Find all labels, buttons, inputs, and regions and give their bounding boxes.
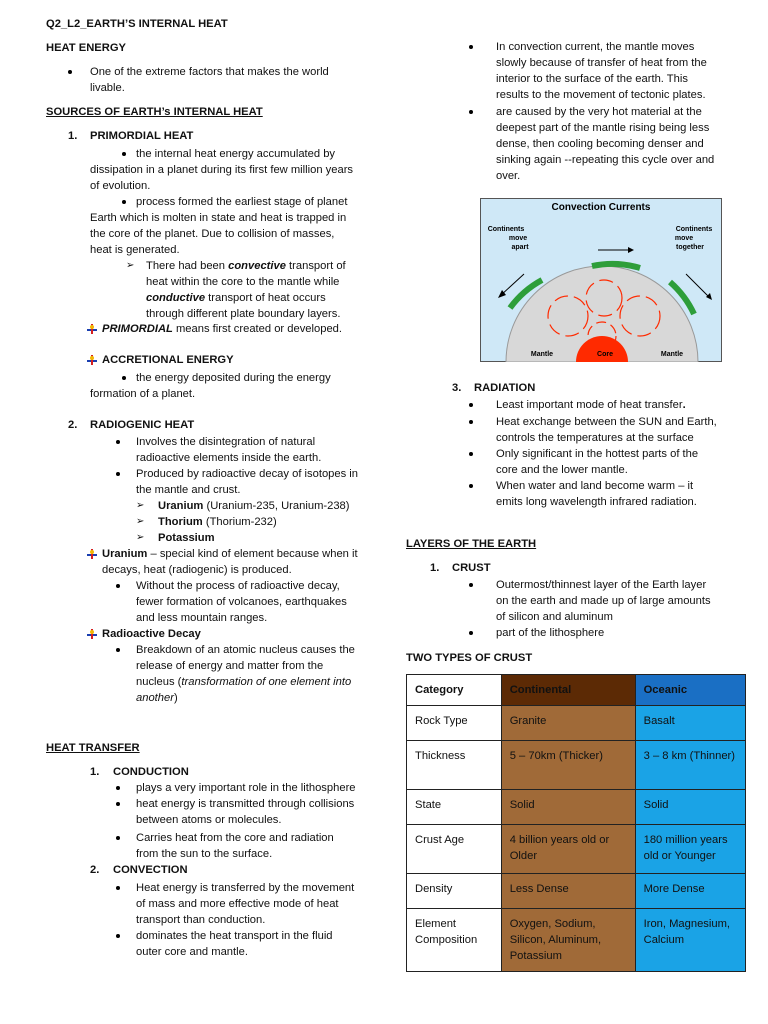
primordial-text: the core of the planet. Due to collision of masses, — [90, 228, 335, 240]
convection-text: dominates the heat transport in the fluid — [136, 930, 333, 942]
radiogenic-text: Produced by radioactive decay of isotopes in — [136, 468, 359, 480]
radiogenic-text: fewer formation of volcanoes, earthquakes — [136, 596, 347, 608]
table-cell: Granite — [501, 706, 635, 741]
table-cell: 5 – 70km (Thicker) — [501, 741, 635, 790]
bullet-dot — [116, 786, 120, 790]
radiogenic-text: the mantle and crust. — [136, 484, 241, 496]
table-header-row — [407, 675, 746, 706]
table-row — [407, 909, 746, 972]
arrowhead-bullet-icon: ➢ — [126, 260, 135, 271]
decay-text: another) — [136, 692, 178, 704]
radiation-text: Only significant in the hottest parts of the — [496, 448, 699, 460]
table-cell: Solid — [501, 790, 635, 825]
primordial-text: the internal heat energy accumulated by — [136, 148, 336, 160]
bullet-dot — [68, 70, 72, 74]
isotope-uranium: Uranium (Uranium-235, Uranium-238) — [158, 500, 350, 512]
crust-text: Outermost/thinnest layer of the Earth layer — [496, 579, 707, 591]
radiation-text: Least important mode of heat transfer. — [496, 399, 686, 411]
table-row — [407, 874, 746, 909]
label-mantle-left: Mantle — [530, 351, 554, 358]
pushpin-icon — [86, 354, 98, 366]
table-cell: More Dense — [635, 874, 745, 909]
radiogenic-text: Without the process of radioactive decay, — [136, 580, 340, 592]
table-cell: Thickness — [407, 741, 502, 790]
table-cell: Crust Age — [407, 825, 502, 874]
label-core: Core — [597, 351, 613, 358]
label-mantle-right: Mantle — [660, 351, 684, 358]
bullet-dot — [116, 934, 120, 938]
accretional-text: the energy deposited during the energy — [136, 372, 331, 384]
heat-energy-bullet-line: One of the extreme factors that makes the world — [90, 66, 329, 78]
heading-heat-transfer: HEAT TRANSFER — [46, 742, 140, 754]
primordial-text: heat is generated. — [90, 244, 180, 256]
heading-accretional-energy: ACCRETIONAL ENERGY — [102, 354, 234, 366]
convection-right-text: over. — [496, 170, 521, 182]
conduction-text: plays a very important role in the lithosphere — [136, 782, 356, 794]
convection-right-text: sinking again --repeating this cycle over and — [496, 154, 715, 166]
primordial-note: PRIMORDIAL means first created or developed. — [102, 323, 343, 335]
convection-text: Heat energy is transferred by the movement — [136, 882, 355, 894]
accretional-text: formation of a planet. — [90, 388, 196, 400]
convection-text: transport than conduction. — [136, 914, 266, 926]
table-header-cell: Oceanic — [635, 675, 745, 706]
convection-right-text: results to the movement of tectonic plates. — [496, 89, 706, 101]
bullet-dot — [469, 420, 473, 424]
bullet-dot — [469, 45, 473, 49]
label-right: together — [676, 244, 704, 251]
table-cell: Less Dense — [501, 874, 635, 909]
table-cell: Oxygen, Sodium, Silicon, Aluminum, Potassium — [501, 909, 635, 972]
radiogenic-text: Involves the disintegration of natural — [136, 436, 316, 448]
heat-energy-bullet-line: livable. — [90, 82, 125, 94]
isotope-potassium: Potassium — [158, 532, 215, 544]
table-cell: Iron, Magnesium, Calcium — [635, 909, 745, 972]
radiogenic-text: radioactive elements inside the earth. — [136, 452, 322, 464]
conduction-text: from the sun to the surface. — [136, 848, 273, 860]
decay-text: nucleus (transformation of one element into — [136, 676, 352, 688]
decay-text: release of energy and matter from the — [136, 660, 324, 672]
crust-text: part of the lithosphere — [496, 627, 605, 639]
heading-layers: LAYERS OF THE EARTH — [406, 538, 537, 550]
list-number: 2. — [68, 419, 78, 431]
primordial-text: Earth which is molten in state and heat is trapped in — [90, 212, 347, 224]
primordial-sub-text: There had been convective transport of — [146, 260, 346, 272]
primordial-sub-text: heat within the core to the mantle while — [146, 276, 340, 288]
bullet-dot — [469, 583, 473, 587]
label-right: move — [674, 235, 694, 242]
table-row — [407, 741, 746, 790]
label-left: Continents — [487, 226, 525, 233]
primordial-text: of evolution. — [90, 180, 151, 192]
decay-text: Breakdown of an atomic nucleus causes the — [136, 644, 355, 656]
label-left: apart — [511, 244, 529, 251]
list-number: 3. — [452, 382, 462, 394]
radiation-text: Heat exchange between the SUN and Earth, — [496, 416, 717, 428]
table-header-cell: Continental — [501, 675, 635, 706]
convection-text: outer core and mantle. — [136, 946, 248, 958]
list-number: 2. — [90, 864, 100, 876]
bullet-dot — [122, 152, 126, 156]
convection-currents-diagram — [480, 198, 722, 362]
crust-text: of silicon and aluminum — [496, 611, 613, 623]
pushpin-icon — [86, 323, 98, 335]
bullet-dot — [469, 484, 473, 488]
list-number: 1. — [430, 562, 440, 574]
table-row — [407, 825, 746, 874]
primordial-text: process formed the earliest stage of planet — [136, 196, 348, 208]
arrowhead-bullet-icon: ➢ — [136, 532, 145, 543]
table-cell: 4 billion years old or Older — [501, 825, 635, 874]
document-title: Q2_L2_EARTH’S INTERNAL HEAT — [46, 18, 228, 30]
bullet-dot — [116, 886, 120, 890]
table-cell: 180 million years old or Younger — [635, 825, 745, 874]
arrowhead-bullet-icon: ➢ — [136, 516, 145, 527]
bullet-dot — [116, 836, 120, 840]
convection-right-text: In convection current, the mantle moves — [496, 41, 695, 53]
uranium-note: decays, heat (radiogenic) is produced. — [102, 564, 292, 576]
heading-two-types: TWO TYPES OF CRUST — [406, 652, 533, 664]
radiation-text: When water and land become warm – it — [496, 480, 694, 492]
label-left: move — [508, 235, 528, 242]
convection-right-text: slowly because of transfer of heat from the — [496, 57, 707, 69]
diagram-title: Convection Currents — [551, 202, 651, 213]
table-cell: Solid — [635, 790, 745, 825]
list-number: 1. — [90, 766, 100, 778]
crust-text: on the earth and made up of large amounts — [496, 595, 711, 607]
heading-heat-energy: HEAT ENERGY — [46, 42, 126, 54]
arrowhead-bullet-icon: ➢ — [136, 500, 145, 511]
list-number: 1. — [68, 130, 78, 142]
conduction-text: heat energy is transmitted through collisions — [136, 798, 355, 810]
radiation-text: controls the temperatures at the surface — [496, 432, 694, 444]
conduction-text: between atoms or molecules. — [136, 814, 282, 826]
convection-right-text: dense, then cooling becoming denser and — [496, 138, 704, 150]
crust-table — [406, 674, 746, 972]
table-header-cell: Category — [407, 675, 502, 706]
heading-radiation: RADIATION — [474, 382, 536, 394]
radiation-text: emits long wavelength infrared radiation. — [496, 496, 697, 508]
label-right: Continents — [675, 226, 713, 233]
bullet-dot — [116, 802, 120, 806]
convection-right-text: deepest part of the mantle rising being less — [496, 122, 710, 134]
heading-radioactive-decay: Radioactive Decay — [102, 628, 201, 640]
heading-sources: SOURCES OF EARTH’s INTERNAL HEAT — [46, 106, 263, 118]
primordial-sub-text: conductive transport of heat occurs — [146, 292, 326, 304]
bullet-dot — [469, 631, 473, 635]
bullet-dot — [116, 440, 120, 444]
heading-convection: CONVECTION — [113, 864, 188, 876]
heading-crust: CRUST — [452, 562, 491, 574]
convection-right-text: interior to the surface of the earth. This — [496, 73, 688, 85]
table-row — [407, 790, 746, 825]
heading-primordial-heat: PRIMORDIAL HEAT — [90, 130, 194, 142]
bullet-dot — [122, 376, 126, 380]
pushpin-icon — [86, 628, 98, 640]
radiogenic-text: and less mountain ranges. — [136, 612, 268, 624]
table-row — [407, 706, 746, 741]
convection-right-text: are caused by the very hot material at the — [496, 106, 702, 118]
table-cell: Basalt — [635, 706, 745, 741]
primordial-sub-text: through different plate boundary layers. — [146, 308, 341, 320]
uranium-note: Uranium – special kind of element because when it — [102, 548, 358, 560]
conduction-text: Carries heat from the core and radiation — [136, 832, 334, 844]
table-cell: State — [407, 790, 502, 825]
table-cell: Density — [407, 874, 502, 909]
bullet-dot — [469, 452, 473, 456]
convection-text: of mass and more effective mode of heat — [136, 898, 339, 910]
radiation-text: core and the lower mantle. — [496, 464, 628, 476]
bullet-dot — [116, 584, 120, 588]
pushpin-icon — [86, 548, 98, 560]
bullet-dot — [122, 200, 126, 204]
primordial-text: dissipation in a planet during its first few million years — [90, 164, 354, 176]
isotope-thorium: Thorium (Thorium-232) — [158, 516, 277, 528]
table-cell: 3 – 8 km (Thinner) — [635, 741, 745, 790]
bullet-dot — [116, 472, 120, 476]
table-cell: Rock Type — [407, 706, 502, 741]
heading-conduction: CONDUCTION — [113, 766, 189, 778]
table-cell: Element Composition — [407, 909, 502, 972]
bullet-dot — [469, 110, 473, 114]
bullet-dot — [469, 403, 473, 407]
heading-radiogenic-heat: RADIOGENIC HEAT — [90, 419, 195, 431]
bullet-dot — [116, 648, 120, 652]
